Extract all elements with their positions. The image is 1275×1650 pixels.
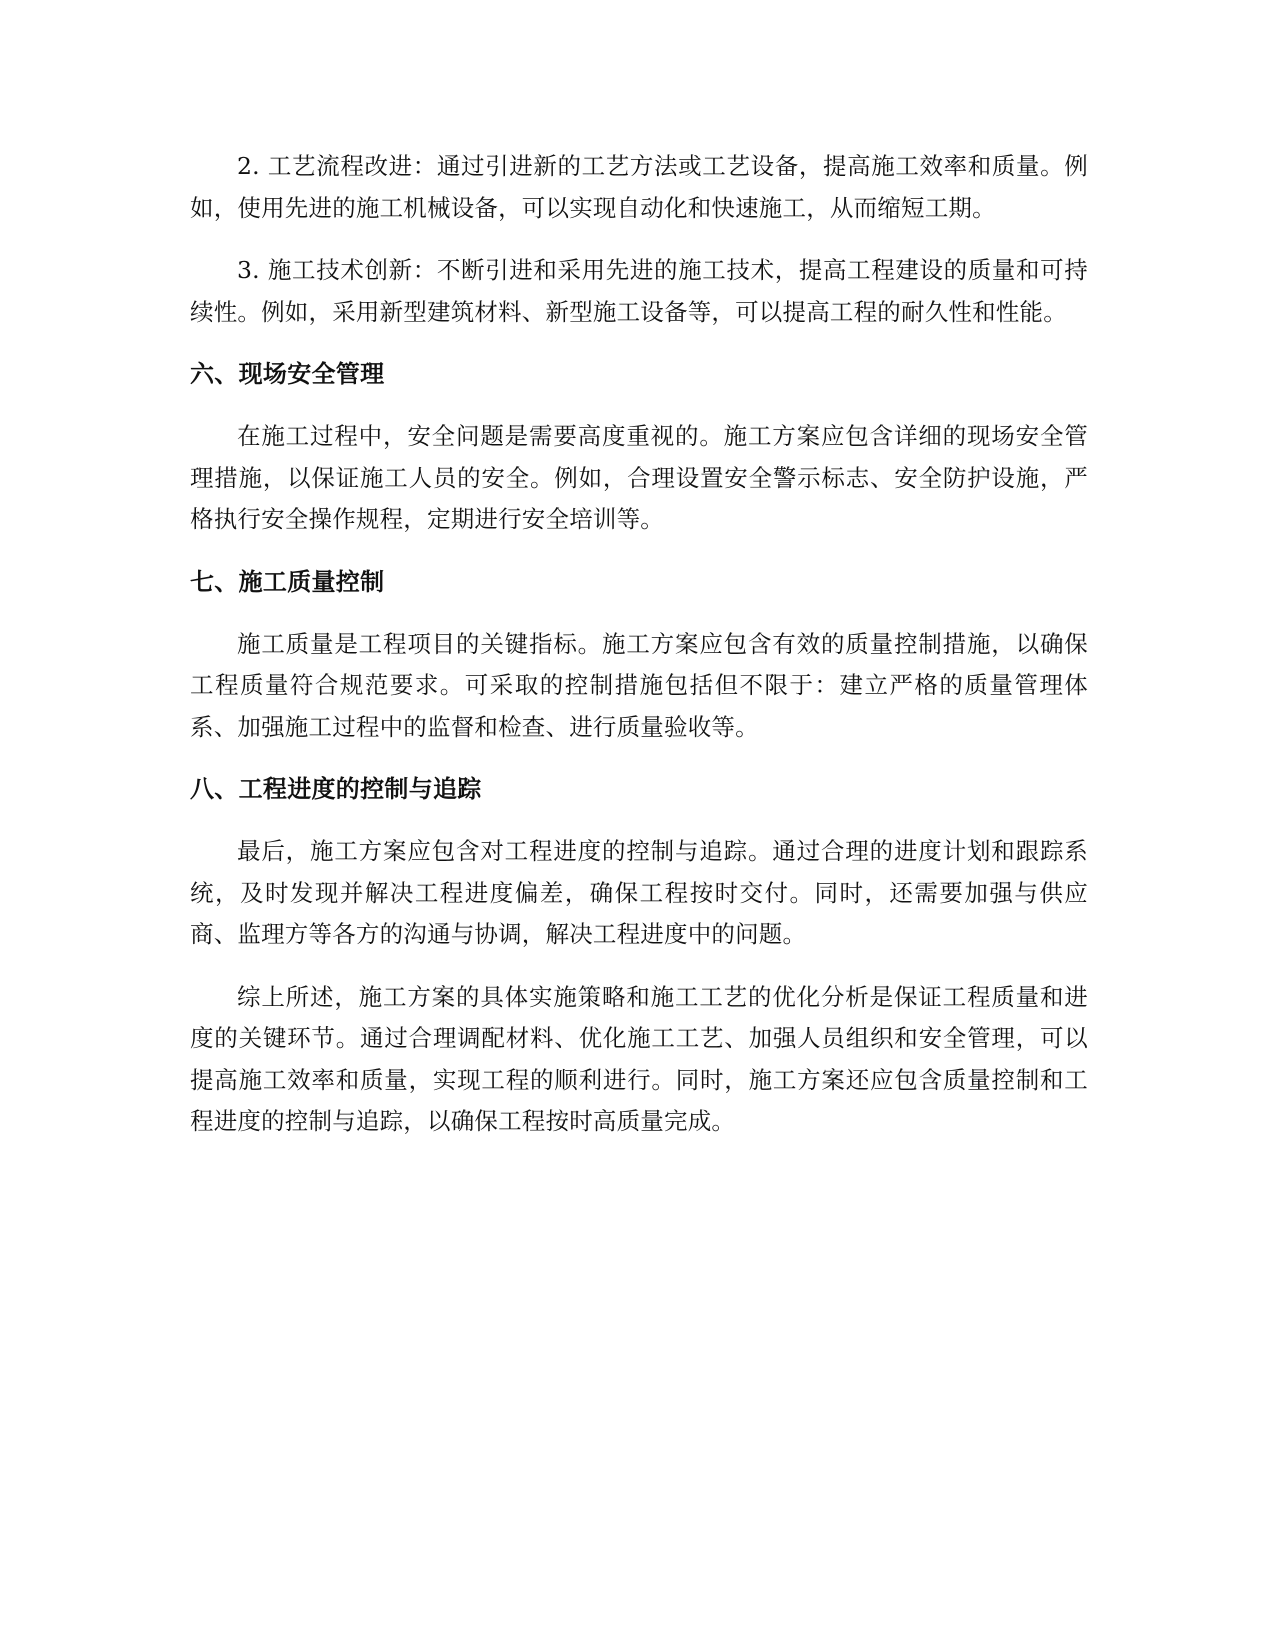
heading-quality-control: 七、施工质量控制 <box>190 567 385 596</box>
para-quality-control: 施工质量是工程项目的关键指标。施工方案应包含有效的质量控制措施，以确保工程质量符合规范要求。可采取的控制措施包括但不限于：建立严格的质量管理体系、加强施工过程中的监督和检查、进行质量验收等。 <box>190 629 1088 741</box>
heading-site-safety: 六、现场安全管理 <box>190 360 385 388</box>
document-body <box>190 146 1088 1164</box>
para-technology-innovation: 3. 施工技术创新：不断引进和采用先进的施工技术，提高工程建设的质量和可持续性。例如，采用新型建筑材料、新型施工设备等，可以提高工程的耐久性和性能。 <box>190 256 1088 326</box>
para-progress-control: 最后，施工方案应包含对工程进度的控制与追踪。通过合理的进度计划和跟踪系统，及时发现并解决工程进度偏差，确保工程按时交付。同时，还需要加强与供应商、监理方等各方的沟通与协调，解决工程进度中的问题。 <box>190 837 1088 948</box>
para-site-safety: 在施工过程中，安全问题是需要高度重视的。施工方案应包含详细的现场安全管理措施，以保证施工人员的安全。例如，合理设置安全警示标志、安全防护设施，严格执行安全操作规程，定期进行安全培训等。 <box>190 422 1088 533</box>
para-conclusion: 综上所述，施工方案的具体实施策略和施工工艺的优化分析是保证工程质量和进度的关键环节。通过合理调配材料、优化施工工艺、加强人员组织和安全管理，可以提高施工效率和质量，实现工程的顺利进行。同时，施工方案还应包含质量控制和工程进度的控制与追踪，以确保工程按时高质量完成。 <box>190 982 1088 1135</box>
heading-progress-control: 八、工程进度的控制与追踪 <box>190 775 482 803</box>
para-process-improvement: 2. 工艺流程改进：通过引进新的工艺方法或工艺设备，提高施工效率和质量。例如，使用先进的施工机械设备，可以实现自动化和快速施工，从而缩短工期。 <box>190 152 1088 222</box>
